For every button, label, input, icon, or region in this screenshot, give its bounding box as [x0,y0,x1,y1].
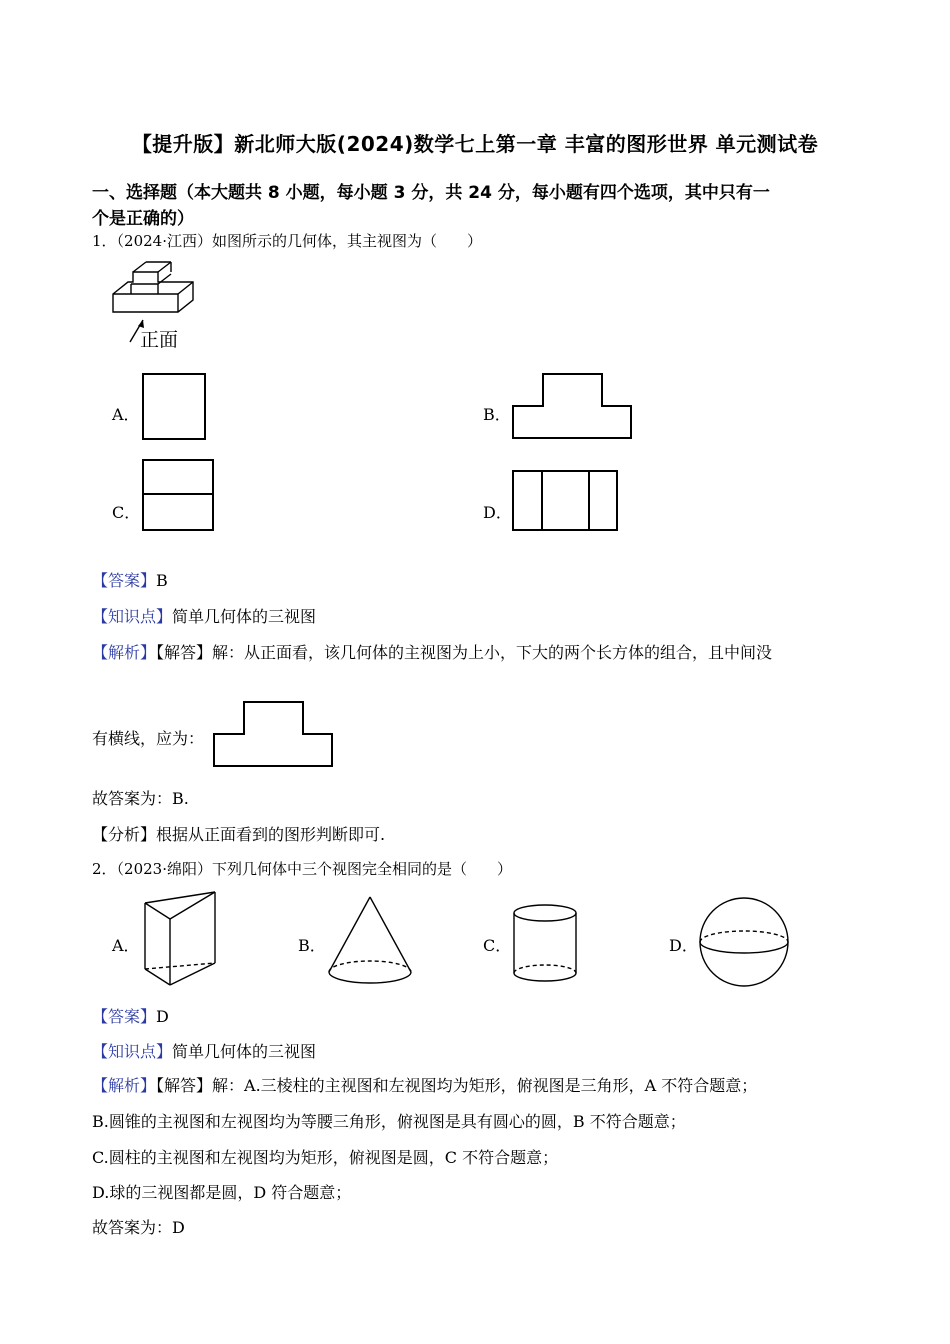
q2-analysis-line1: 【解答】解：A.三棱柱的主视图和左视图均为矩形，俯视图是三角形，A 不符合题意； [156,1076,758,1095]
q2-analysis-line3: C.圆柱的主视图和左视图均为矩形，俯视图是圆，C 不符合题意； [92,1148,559,1167]
q2-answer-tag: 【答案】 [92,1007,157,1026]
q2-answer: D [156,1007,169,1026]
q2-option-d-label[interactable]: D． [669,936,698,955]
q2-kp-tag: 【知识点】 [92,1042,173,1061]
q1-option-d-label[interactable]: D． [483,503,512,522]
q1-answer: B [156,571,168,590]
q1-analysis-row [92,642,772,664]
q1-kp: 简单几何体的三视图 [172,607,317,626]
q1-option-a-figure[interactable] [142,373,206,441]
q2-option-c-label[interactable]: C． [483,936,512,955]
question-1-stem: 1．（2024·江西）如图所示的几何体，其主视图为（ ） [92,232,482,250]
q1-analysis-line2: 有横线，应为： [92,729,205,748]
q1-analysis-tag: 【解析】 [92,643,157,662]
page-title: 【提升版】新北师大版(2024)数学七上第一章 丰富的图形世界 单元测试卷 [131,132,819,156]
q2-option-b-figure[interactable] [327,896,413,986]
q2-analysis-line4: D.球的三视图都是圆，D 符合题意； [92,1183,352,1202]
q2-option-d-figure[interactable] [698,896,792,988]
q1-option-b-figure[interactable] [512,373,634,441]
q2-option-a-figure[interactable] [140,891,220,987]
q2-analysis-row [92,1075,757,1097]
q1-figure-label: 正面 [140,329,179,351]
q2-option-c-figure[interactable] [512,903,580,987]
q2-analysis-line2: B.圆锥的主视图和左视图均为等腰三角形，俯视图是具有圆心的圆，B 不符合题意； [92,1112,686,1131]
q1-answer-row [92,570,168,592]
q2-option-a-label[interactable]: A． [112,936,140,955]
q1-option-c-figure[interactable] [142,459,216,533]
q2-answer-row [92,1006,169,1028]
q2-kp: 简单几何体的三视图 [172,1042,317,1061]
q1-analysis-line1: 【解答】解：从正面看，该几何体的主视图为上小，下大的两个长方体的组合，且中间没 [156,643,773,662]
q1-kp-tag: 【知识点】 [92,607,173,626]
q2-knowledge-row [92,1041,316,1063]
q1-fenxi: 【分析】根据从正面看到的图形判断即可. [92,825,386,844]
q1-option-b-label[interactable]: B． [483,405,511,424]
q1-option-c-label[interactable]: C． [112,503,141,522]
section-heading-line2: 个是正确的） [92,209,194,229]
q2-conclusion: 故答案为：D [92,1218,185,1237]
q1-answer-figure [213,701,335,769]
q1-option-a-label[interactable]: A． [112,405,140,424]
q2-option-b-label[interactable]: B． [298,936,326,955]
q1-conclusion: 故答案为：B. [92,789,189,808]
section-heading-line1: 一、选择题（本大题共 8 小题，每小题 3 分，共 24 分，每小题有四个选项，其中只有一 [92,183,770,203]
q1-option-d-figure[interactable] [512,470,620,534]
q1-knowledge-row [92,606,316,628]
question-2-stem: 2．（2023·绵阳）下列几何体中三个视图完全相同的是（ ） [92,860,512,878]
q1-answer-tag: 【答案】 [92,571,157,590]
q2-analysis-tag: 【解析】 [92,1076,157,1095]
